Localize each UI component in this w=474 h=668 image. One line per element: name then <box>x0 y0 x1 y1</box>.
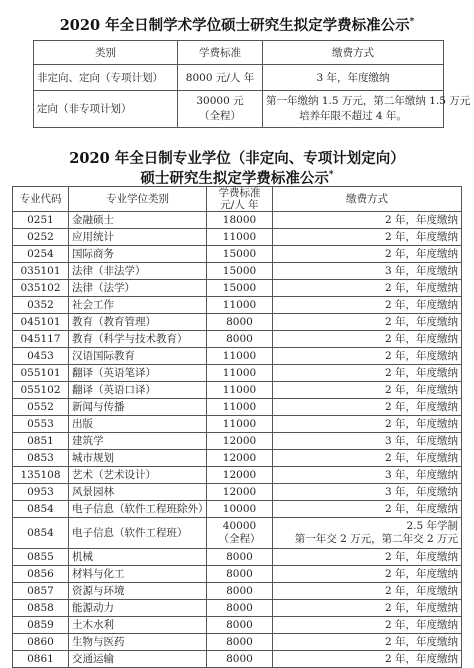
code-cell: 0252 <box>13 229 69 246</box>
category-cell: 法律（非法学） <box>69 263 207 280</box>
fee-note-text: （全程） <box>199 110 241 122</box>
category-cell: 应用统计 <box>69 229 207 246</box>
fee-text: 15000 <box>222 281 257 294</box>
code-cell: 035101 <box>13 263 69 280</box>
code-cell: 0552 <box>13 399 69 416</box>
payment-text: 3 年，年度缴纳 <box>384 434 458 447</box>
column-header: 学费标准 <box>178 41 263 65</box>
category-cell: 生物与医药 <box>69 634 207 651</box>
payment-cell <box>273 382 462 399</box>
payment-cell <box>273 297 462 314</box>
fee-cell <box>207 467 273 484</box>
payment-cell <box>273 314 462 331</box>
code-cell: 0860 <box>13 634 69 651</box>
table-row <box>13 365 462 382</box>
payment-text: 2 年，年度缴纳 <box>384 567 458 580</box>
category-cell: 法律（法学） <box>69 280 207 297</box>
fee-header-line2: 元/人 年 <box>220 199 259 211</box>
professional-degree-fee-title-line1: 2020 年全日制专业学位（非定向、专项计划定向） <box>69 150 405 167</box>
payment-cell <box>273 634 462 651</box>
code-cell: 035102 <box>13 280 69 297</box>
fee-text: 11000 <box>222 383 257 396</box>
code-cell: 0858 <box>13 600 69 617</box>
fee-note-text: （全程） <box>218 533 261 545</box>
payment-text: 2.5 年学制 <box>406 520 458 532</box>
code-cell: 045101 <box>13 314 69 331</box>
professional-degree-fee-title-text: 硕士研究生拟定学费标准公示 <box>140 169 329 187</box>
code-cell: 0859 <box>13 617 69 634</box>
category-cell: 教育（科学与技术教育） <box>69 331 207 348</box>
payment-cell <box>273 501 462 518</box>
payment-cell <box>263 91 471 128</box>
fee-header-line1: 学费标准 <box>218 187 261 199</box>
payment-text: 2 年，年度缴纳 <box>384 281 458 294</box>
payment-text: 2 年，年度缴纳 <box>384 298 458 311</box>
payment-text: 2 年，年度缴纳 <box>384 652 458 665</box>
payment-text: 2 年，年度缴纳 <box>384 635 458 648</box>
category-cell: 社会工作 <box>69 297 207 314</box>
category-cell: 电子信息（软件工程班） <box>69 518 207 549</box>
payment-cell <box>273 331 462 348</box>
category-cell: 翻译（英语笔译） <box>69 365 207 382</box>
title-footnote-mark: * <box>328 170 334 180</box>
payment-text: 3 年，年度缴纳 <box>384 485 458 498</box>
payment-text: 2 年，年度缴纳 <box>384 584 458 597</box>
table-row <box>13 416 462 433</box>
category-cell: 国际商务 <box>69 246 207 263</box>
payment-cell <box>273 348 462 365</box>
payment-cell <box>273 566 462 583</box>
payment-cell <box>273 617 462 634</box>
category-cell: 资源与环境 <box>69 583 207 600</box>
category-text: 非定向、定向（专项计划） <box>37 72 163 84</box>
code-cell: 0553 <box>13 416 69 433</box>
payment-cell <box>273 416 462 433</box>
fee-text: 8000 <box>226 584 253 597</box>
payment-text: 3 年，年度缴纳 <box>316 72 390 84</box>
payment-cell <box>273 246 462 263</box>
table-row <box>13 518 462 549</box>
fee-text: 11000 <box>222 349 257 362</box>
academic-degree-fee-title-text: 2020 年全日制学术学位硕士研究生拟定学费标准公示 <box>59 16 410 34</box>
category-cell: 风景园林 <box>69 484 207 501</box>
payment-text: 2 年，年度缴纳 <box>384 315 458 328</box>
payment-text: 2 年，年度缴纳 <box>384 618 458 631</box>
fee-text: 11000 <box>222 230 257 243</box>
column-header-payment: 缴费方式 <box>273 187 462 212</box>
table-row <box>13 331 462 348</box>
payment-cell <box>273 450 462 467</box>
fee-cell <box>207 450 273 467</box>
category-cell <box>34 65 178 91</box>
table-row <box>13 229 462 246</box>
category-cell: 交通运输 <box>69 651 207 668</box>
category-cell: 出版 <box>69 416 207 433</box>
code-cell: 0854 <box>13 501 69 518</box>
code-cell: 0251 <box>13 212 69 229</box>
code-cell: 0352 <box>13 297 69 314</box>
column-header-code: 专业代码 <box>13 187 69 212</box>
category-cell: 艺术（艺术设计） <box>69 467 207 484</box>
fee-cell <box>207 297 273 314</box>
fee-cell <box>207 600 273 617</box>
fee-cell <box>207 416 273 433</box>
code-cell: 0854 <box>13 518 69 549</box>
table-row <box>13 501 462 518</box>
payment-cell <box>273 467 462 484</box>
payment-text: 3 年，年度缴纳 <box>384 468 458 481</box>
table-row <box>13 450 462 467</box>
category-cell: 金融硕士 <box>69 212 207 229</box>
payment-text: 2 年，年度缴纳 <box>384 400 458 413</box>
fee-cell <box>207 651 273 668</box>
fee-text: 8000 <box>226 332 253 345</box>
table-row <box>13 433 462 450</box>
payment-text: 2 年，年度缴纳 <box>384 601 458 614</box>
fee-cell <box>207 314 273 331</box>
fee-cell <box>207 634 273 651</box>
payment-text: 2 年，年度缴纳 <box>384 550 458 563</box>
table-row <box>13 617 462 634</box>
category-cell <box>34 91 178 128</box>
table-row <box>13 549 462 566</box>
payment-cell <box>273 600 462 617</box>
fee-cell <box>207 331 273 348</box>
code-cell: 0857 <box>13 583 69 600</box>
payment-text: 2 年，年度缴纳 <box>384 213 458 226</box>
fee-cell <box>207 229 273 246</box>
fee-cell <box>207 263 273 280</box>
fee-text: 11000 <box>222 366 257 379</box>
fee-text: 12000 <box>222 451 257 464</box>
code-cell: 0856 <box>13 566 69 583</box>
category-cell: 汉语国际教育 <box>69 348 207 365</box>
title-footnote-mark: * <box>409 17 415 27</box>
fee-text: 8000 <box>226 635 253 648</box>
category-cell: 教育（教育管理） <box>69 314 207 331</box>
fee-text: 15000 <box>222 247 257 260</box>
fee-text: 12000 <box>222 468 257 481</box>
fee-text: 18000 <box>222 213 257 226</box>
payment-text: 2 年，年度缴纳 <box>384 247 458 260</box>
code-cell: 0953 <box>13 484 69 501</box>
academic-degree-fee-title <box>0 14 474 34</box>
category-cell: 机械 <box>69 549 207 566</box>
table-row <box>34 65 444 91</box>
fee-text: 30000 元 <box>196 95 244 107</box>
category-cell: 城市规划 <box>69 450 207 467</box>
table-row <box>13 314 462 331</box>
payment-cell <box>273 549 462 566</box>
code-cell: 0851 <box>13 433 69 450</box>
fee-cell <box>207 365 273 382</box>
fee-text: 15000 <box>222 264 257 277</box>
category-cell: 新闻与传播 <box>69 399 207 416</box>
payment-cell <box>273 518 462 549</box>
payment-cell <box>273 484 462 501</box>
table-row <box>13 280 462 297</box>
fee-text: 12000 <box>222 485 257 498</box>
professional-fee-table <box>12 186 462 668</box>
table-row <box>13 382 462 399</box>
table-row <box>13 246 462 263</box>
fee-cell <box>207 583 273 600</box>
payment-text: 2 年，年度缴纳 <box>384 502 458 515</box>
payment-cell <box>273 433 462 450</box>
fee-text: 8000 <box>226 618 253 631</box>
category-text: 定向（非专项计划） <box>37 102 132 115</box>
fee-text: 12000 <box>222 434 257 447</box>
fee-cell <box>207 382 273 399</box>
category-cell: 土木水利 <box>69 617 207 634</box>
payment-cell <box>273 212 462 229</box>
table-header-row <box>13 187 462 212</box>
payment-text: 2 年，年度缴纳 <box>384 366 458 379</box>
table-row <box>13 583 462 600</box>
code-cell: 055102 <box>13 382 69 399</box>
payment-note-text: 培养年限不超过 4 年。 <box>299 110 407 122</box>
category-cell: 材料与化工 <box>69 566 207 583</box>
payment-cell <box>273 365 462 382</box>
payment-text: 2 年，年度缴纳 <box>384 332 458 345</box>
table-row <box>34 91 444 128</box>
payment-cell <box>263 65 444 91</box>
fee-text: 8000 元/人 年 <box>185 72 255 84</box>
table-row <box>13 484 462 501</box>
column-header: 类别 <box>34 41 178 65</box>
fee-cell <box>207 433 273 450</box>
fee-cell <box>207 501 273 518</box>
code-cell: 0861 <box>13 651 69 668</box>
table-header-row <box>34 41 444 65</box>
code-cell: 0855 <box>13 549 69 566</box>
table-row <box>13 348 462 365</box>
fee-text: 40000 <box>222 520 257 532</box>
fee-cell <box>207 566 273 583</box>
payment-text: 2 年，年度缴纳 <box>384 383 458 396</box>
table-row <box>13 634 462 651</box>
table-row <box>13 651 462 668</box>
code-cell: 0453 <box>13 348 69 365</box>
payment-cell <box>273 651 462 668</box>
payment-text: 2 年，年度缴纳 <box>384 349 458 362</box>
table-row <box>13 212 462 229</box>
fee-cell <box>178 65 263 91</box>
payment-cell <box>273 280 462 297</box>
fee-text: 11000 <box>222 298 257 311</box>
payment-text: 2 年，年度缴纳 <box>384 230 458 243</box>
fee-text: 11000 <box>222 417 257 430</box>
payment-cell <box>273 263 462 280</box>
code-cell: 0254 <box>13 246 69 263</box>
table-row <box>13 600 462 617</box>
payment-text: 第一年缴纳 1.5 万元，第二年缴纳 1.5 万元 <box>266 95 471 107</box>
fee-text: 8000 <box>226 567 253 580</box>
column-header-fee <box>207 187 273 212</box>
table-row <box>13 297 462 314</box>
payment-text: 2 年，年度缴纳 <box>384 451 458 464</box>
column-header-category: 专业学位类别 <box>69 187 207 212</box>
fee-text: 8000 <box>226 652 253 665</box>
fee-cell <box>207 280 273 297</box>
fee-cell <box>207 617 273 634</box>
payment-cell <box>273 229 462 246</box>
category-cell: 翻译（英语口译） <box>69 382 207 399</box>
code-cell: 055101 <box>13 365 69 382</box>
table-row <box>13 263 462 280</box>
table-row <box>13 399 462 416</box>
table-row <box>13 467 462 484</box>
fee-cell <box>207 399 273 416</box>
payment-text: 2 年，年度缴纳 <box>384 417 458 430</box>
fee-cell <box>207 518 273 549</box>
category-cell: 能源动力 <box>69 600 207 617</box>
fee-cell <box>207 348 273 365</box>
fee-text: 8000 <box>226 315 253 328</box>
category-cell: 建筑学 <box>69 433 207 450</box>
code-cell: 135108 <box>13 467 69 484</box>
fee-cell <box>207 246 273 263</box>
code-cell: 045117 <box>13 331 69 348</box>
payment-note-text: 第一年交 2 万元，第二年交 2 万元 <box>294 533 458 545</box>
payment-text: 3 年，年度缴纳 <box>384 264 458 277</box>
table-row <box>13 566 462 583</box>
payment-cell <box>273 399 462 416</box>
fee-cell <box>207 212 273 229</box>
payment-cell <box>273 583 462 600</box>
code-cell: 0853 <box>13 450 69 467</box>
fee-text: 8000 <box>226 601 253 614</box>
fee-text: 11000 <box>222 400 257 413</box>
fee-text: 8000 <box>226 550 253 563</box>
column-header: 缴费方式 <box>263 41 444 65</box>
academic-fee-table <box>33 40 471 128</box>
fee-text: 10000 <box>222 502 257 515</box>
professional-degree-fee-title-line2 <box>0 167 474 187</box>
fee-cell <box>207 484 273 501</box>
fee-cell <box>207 549 273 566</box>
category-cell: 电子信息（软件工程班除外） <box>69 501 207 518</box>
fee-cell <box>178 91 263 128</box>
